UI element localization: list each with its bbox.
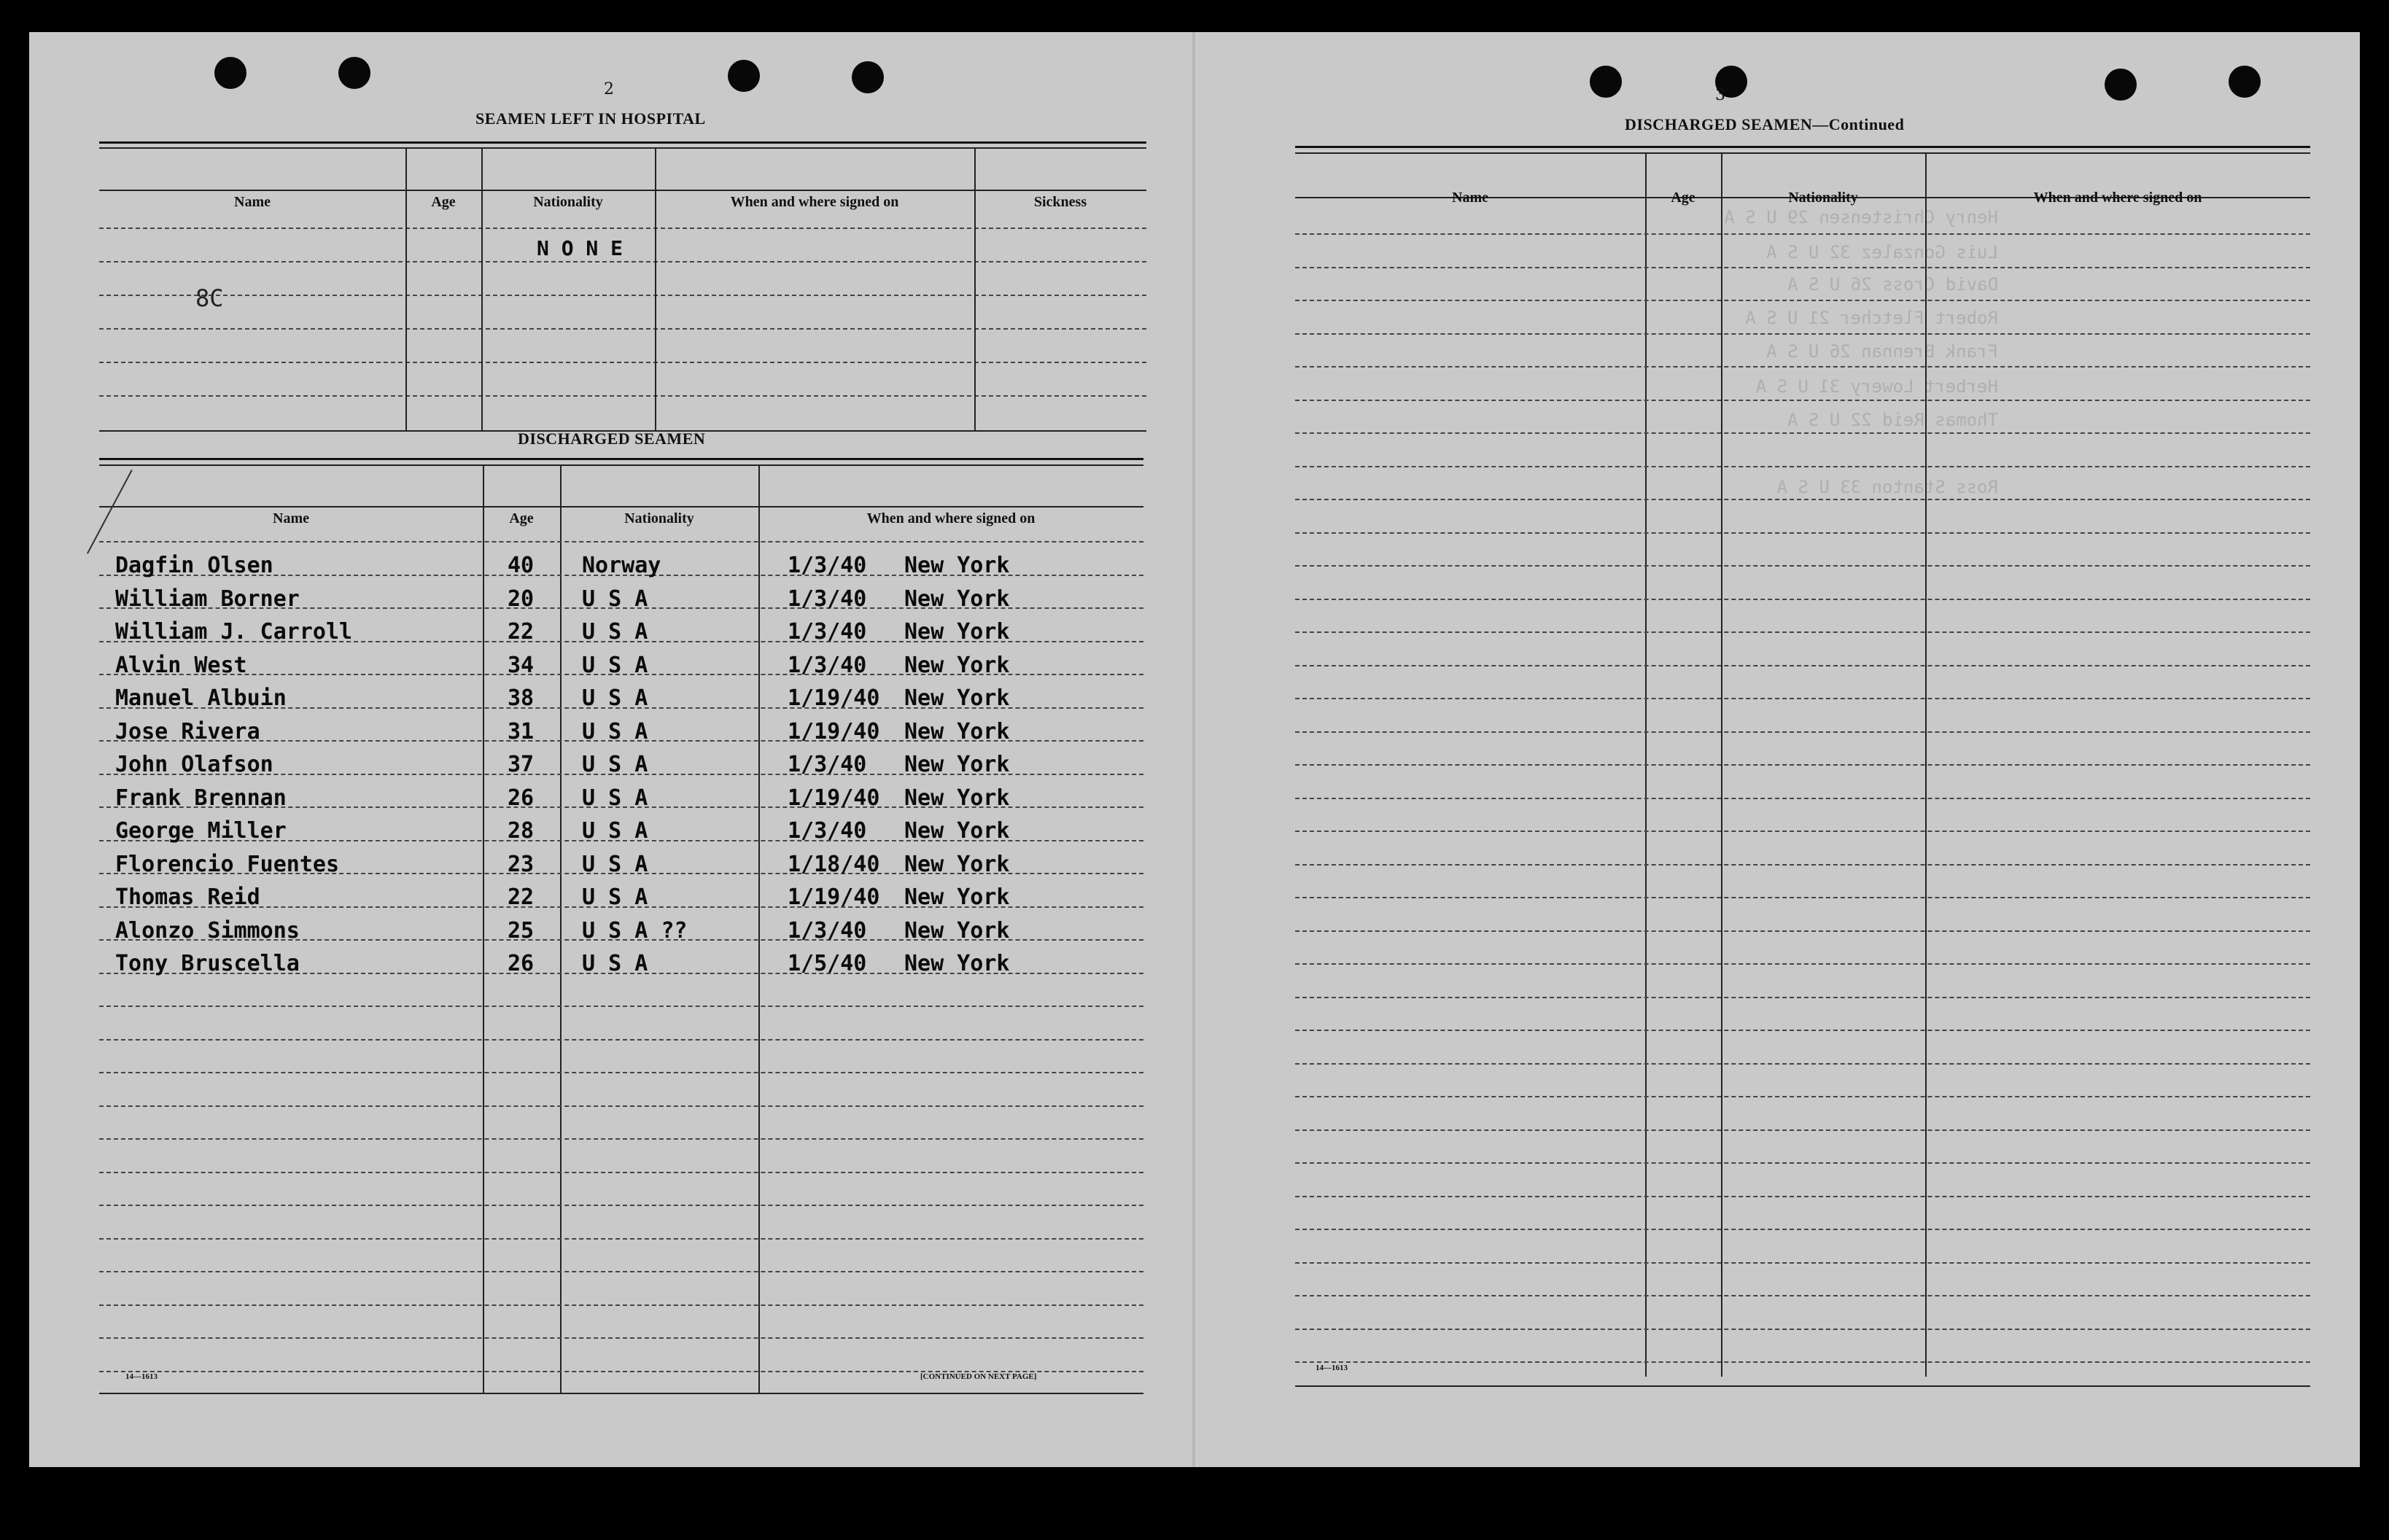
discharged-place-cell: New York [904, 785, 1010, 811]
discharged-place-cell: New York [904, 586, 1010, 612]
punch-hole [728, 60, 760, 92]
discharged-name-cell: Alvin West [115, 652, 247, 678]
discharged-date-cell: 1/3/40 [788, 917, 867, 944]
form-number: 14—1613 [1316, 1364, 1348, 1372]
discharged-continued-table [1295, 146, 2310, 1385]
discharged-date-cell: 1/5/40 [788, 951, 867, 976]
discharged-nationality-cell: U S A ?? [582, 917, 688, 944]
discharged-name-cell: Frank Brennan [115, 785, 287, 811]
column-header-name: Name [1452, 190, 1488, 206]
discharged-place-cell: New York [904, 619, 1010, 645]
title-continued: —Continued [1812, 115, 1905, 133]
discharged-age-cell: 22 [508, 619, 535, 645]
hospital-none-entry: N O N E [537, 236, 624, 260]
discharged-date-cell: 1/3/40 [788, 652, 867, 678]
discharged-age-cell: 22 [508, 884, 535, 910]
discharged-age-cell: 34 [508, 652, 535, 678]
discharged-name-cell: Tony Bruscella [115, 951, 300, 976]
column-header-name: Name [273, 510, 309, 526]
discharged-nationality-cell: U S A [582, 685, 648, 711]
column-header-sickness: Sickness [1033, 194, 1087, 210]
column-header-nationality: Nationality [533, 194, 603, 210]
left-page [29, 32, 1189, 1467]
title-main: DISCHARGED SEAMEN [1625, 115, 1813, 133]
page-number: 2 [604, 80, 614, 98]
punch-hole [1590, 66, 1622, 98]
discharged-nationality-cell: U S A [582, 884, 648, 910]
discharged-age-cell: 31 [508, 718, 535, 744]
discharged-age-cell: 25 [508, 917, 535, 944]
discharged-age-cell: 23 [508, 851, 535, 877]
discharged-table [99, 458, 1143, 1399]
discharged-date-cell: 1/3/40 [788, 752, 867, 777]
discharged-name-cell: Jose Rivera [115, 718, 260, 744]
discharged-name-cell: Thomas Reid [115, 884, 260, 910]
discharged-nationality-cell: U S A [582, 785, 648, 811]
continued-note: [CONTINUED ON NEXT PAGE] [920, 1372, 1037, 1381]
discharged-continued-title [1625, 115, 1904, 134]
discharged-name-cell: Dagfin Olsen [115, 553, 273, 578]
discharged-date-cell: 1/19/40 [788, 884, 880, 910]
discharged-date-cell: 1/19/40 [788, 685, 880, 711]
discharged-nationality-cell: U S A [582, 718, 648, 744]
discharged-place-cell: New York [904, 553, 1010, 578]
discharged-name-cell: Alonzo Simmons [115, 917, 300, 944]
page-fold [1192, 32, 1195, 1467]
discharged-name-cell: Manuel Albuin [115, 685, 287, 711]
form-number: 14—1613 [125, 1372, 158, 1381]
discharged-name-cell: William J. Carroll [115, 619, 353, 645]
punch-hole [214, 57, 246, 89]
discharged-date-cell: 1/3/40 [788, 553, 867, 578]
document-sheet [29, 32, 2360, 1467]
discharged-place-cell: New York [904, 685, 1010, 711]
discharged-place-cell: New York [904, 851, 1010, 877]
discharged-age-cell: 28 [508, 818, 535, 844]
discharged-age-cell: 26 [508, 785, 535, 811]
column-header-name: Name [234, 194, 271, 210]
column-header-nationality: Nationality [624, 510, 694, 526]
discharged-nationality-cell: U S A [582, 652, 648, 678]
discharged-age-cell: 38 [508, 685, 535, 711]
discharged-place-cell: New York [904, 752, 1010, 777]
discharged-place-cell: New York [904, 951, 1010, 976]
discharged-date-cell: 1/19/40 [788, 718, 880, 744]
discharged-place-cell: New York [904, 917, 1010, 944]
discharged-date-cell: 1/18/40 [788, 851, 880, 877]
punch-hole [852, 61, 884, 93]
discharged-date-cell: 1/19/40 [788, 785, 880, 811]
discharged-name-cell: George Miller [115, 818, 287, 844]
discharged-place-cell: New York [904, 884, 1010, 910]
discharged-date-cell: 1/3/40 [788, 818, 867, 844]
hospital-table [99, 141, 1146, 439]
discharged-place-cell: New York [904, 818, 1010, 844]
column-header-age: Age [509, 510, 534, 526]
discharged-nationality-cell: U S A [582, 951, 648, 976]
discharged-name-cell: Florencio Fuentes [115, 851, 340, 877]
discharged-section-title: DISCHARGED SEAMEN [518, 429, 706, 448]
discharged-age-cell: 40 [508, 553, 535, 578]
discharged-age-cell: 26 [508, 951, 535, 976]
discharged-nationality-cell: Norway [582, 553, 661, 578]
column-header-signed-on: When and where signed on [730, 194, 899, 210]
column-header-nationality: Nationality [1788, 190, 1858, 206]
column-header-age: Age [431, 194, 456, 210]
hospital-section-title: SEAMEN LEFT IN HOSPITAL [475, 109, 706, 128]
punch-hole [2229, 66, 2261, 98]
discharged-nationality-cell: U S A [582, 619, 648, 645]
column-header-age: Age [1671, 190, 1695, 206]
right-page: 3 DISCHARGED SEAMEN—Continued Henry Christensen 29 U S A Luis Gonzalez 32 U S A David Cross 26 U S A Robert Fletcher 21 U S A Frank Brennan 26 U S A Herbert Lowery 31 U S A Thomas Reid 22 U S A Ross Stanton 33 U S A Name Age Nationality When and where signed on 14—1613 [1196, 32, 2360, 1467]
column-header-signed-on: When and where signed on [2033, 190, 2202, 206]
discharged-name-cell: William Borner [115, 586, 300, 612]
punch-hole [2105, 69, 2137, 101]
discharged-nationality-cell: U S A [582, 818, 648, 844]
discharged-date-cell: 1/3/40 [788, 586, 867, 612]
discharged-place-cell: New York [904, 652, 1010, 678]
page-number: 3 [1715, 86, 1725, 104]
discharged-age-cell: 37 [508, 752, 535, 777]
punch-hole [338, 57, 370, 89]
discharged-age-cell: 20 [508, 586, 535, 612]
discharged-nationality-cell: U S A [582, 851, 648, 877]
discharged-date-cell: 1/3/40 [788, 619, 867, 645]
discharged-nationality-cell: U S A [582, 586, 648, 612]
discharged-nationality-cell: U S A [582, 752, 648, 777]
discharged-name-cell: John Olafson [115, 752, 273, 777]
discharged-place-cell: New York [904, 718, 1010, 744]
margin-note: 8C [195, 284, 224, 312]
column-header-signed-on: When and where signed on [866, 510, 1036, 526]
